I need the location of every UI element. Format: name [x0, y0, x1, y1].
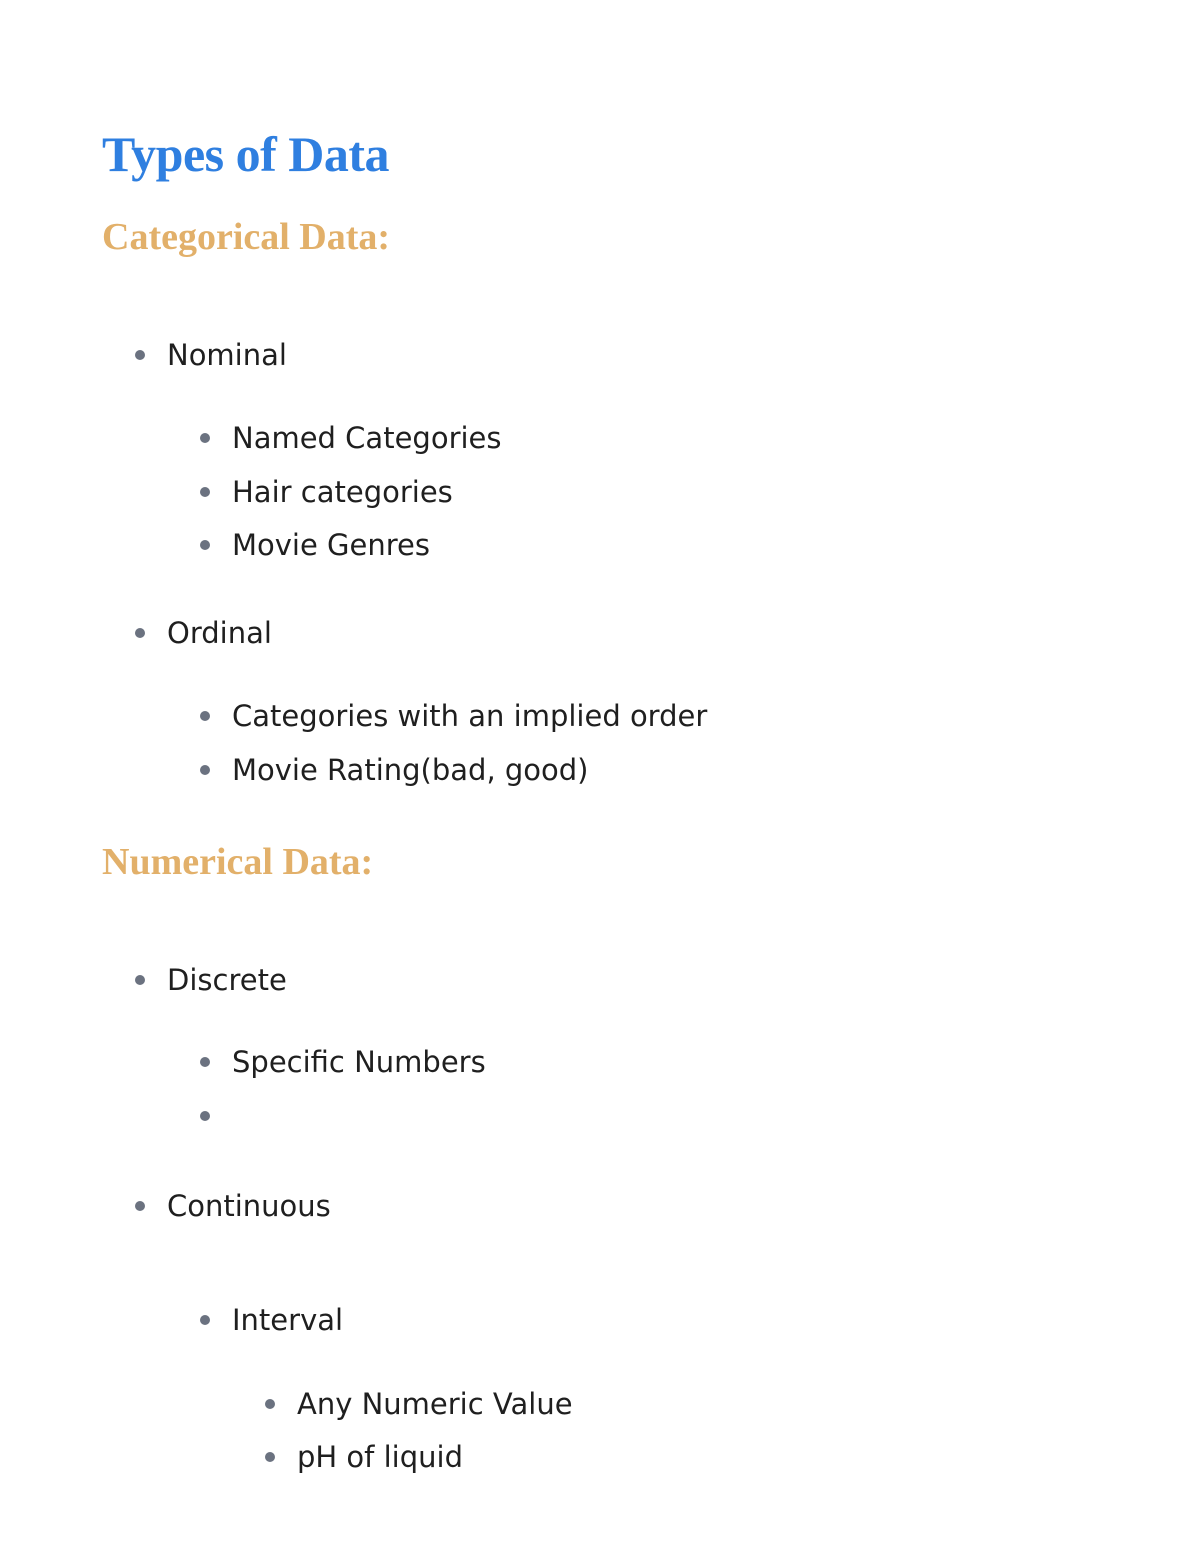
bullet-icon — [200, 1315, 210, 1325]
list-item-ordinal — [167, 613, 272, 653]
list-item-label: Movie Genres — [232, 528, 430, 562]
list-item-label: Interval — [232, 1303, 344, 1337]
section-heading-numerical: Numerical Data: — [102, 841, 374, 883]
list-item-label: Discrete — [167, 963, 287, 997]
bullet-icon — [200, 711, 210, 721]
list-item-label: Continuous — [167, 1189, 331, 1223]
list-item-continuous — [167, 1186, 331, 1226]
list-item — [232, 750, 589, 790]
list-item-label: Movie Rating(bad, good) — [232, 753, 589, 787]
bullet-icon — [200, 765, 210, 775]
section-heading-categorical: Categorical Data: — [102, 216, 391, 258]
list-item-nominal — [167, 335, 287, 375]
list-item — [297, 1384, 573, 1424]
list-item-label: Hair categories — [232, 475, 453, 509]
list-item — [232, 525, 430, 565]
page-title: Types of Data — [102, 126, 390, 182]
list-item-label: Named Categories — [232, 421, 502, 455]
bullet-icon — [200, 487, 210, 497]
bullet-icon — [135, 628, 145, 638]
bullet-icon — [265, 1452, 275, 1462]
list-item-label: Ordinal — [167, 616, 272, 650]
list-item — [232, 472, 453, 512]
list-item-discrete — [167, 960, 287, 1000]
list-item — [297, 1437, 463, 1477]
list-item-interval — [232, 1300, 343, 1340]
bullet-icon — [200, 433, 210, 443]
bullet-icon — [200, 1111, 210, 1121]
list-item — [232, 418, 502, 458]
list-item-label: Any Numeric Value — [297, 1387, 573, 1421]
bullet-icon — [135, 975, 145, 985]
list-item — [232, 696, 707, 736]
bullet-icon — [200, 540, 210, 550]
list-item-label: Specific Numbers — [232, 1045, 486, 1079]
list-item — [232, 1042, 486, 1082]
list-item-label: pH of liquid — [297, 1440, 463, 1474]
bullet-icon — [135, 1201, 145, 1211]
bullet-icon — [200, 1057, 210, 1067]
bullet-icon — [135, 350, 145, 360]
list-item-label: Categories with an implied order — [232, 699, 708, 733]
list-item-label: Nominal — [167, 338, 287, 372]
bullet-icon — [265, 1399, 275, 1409]
